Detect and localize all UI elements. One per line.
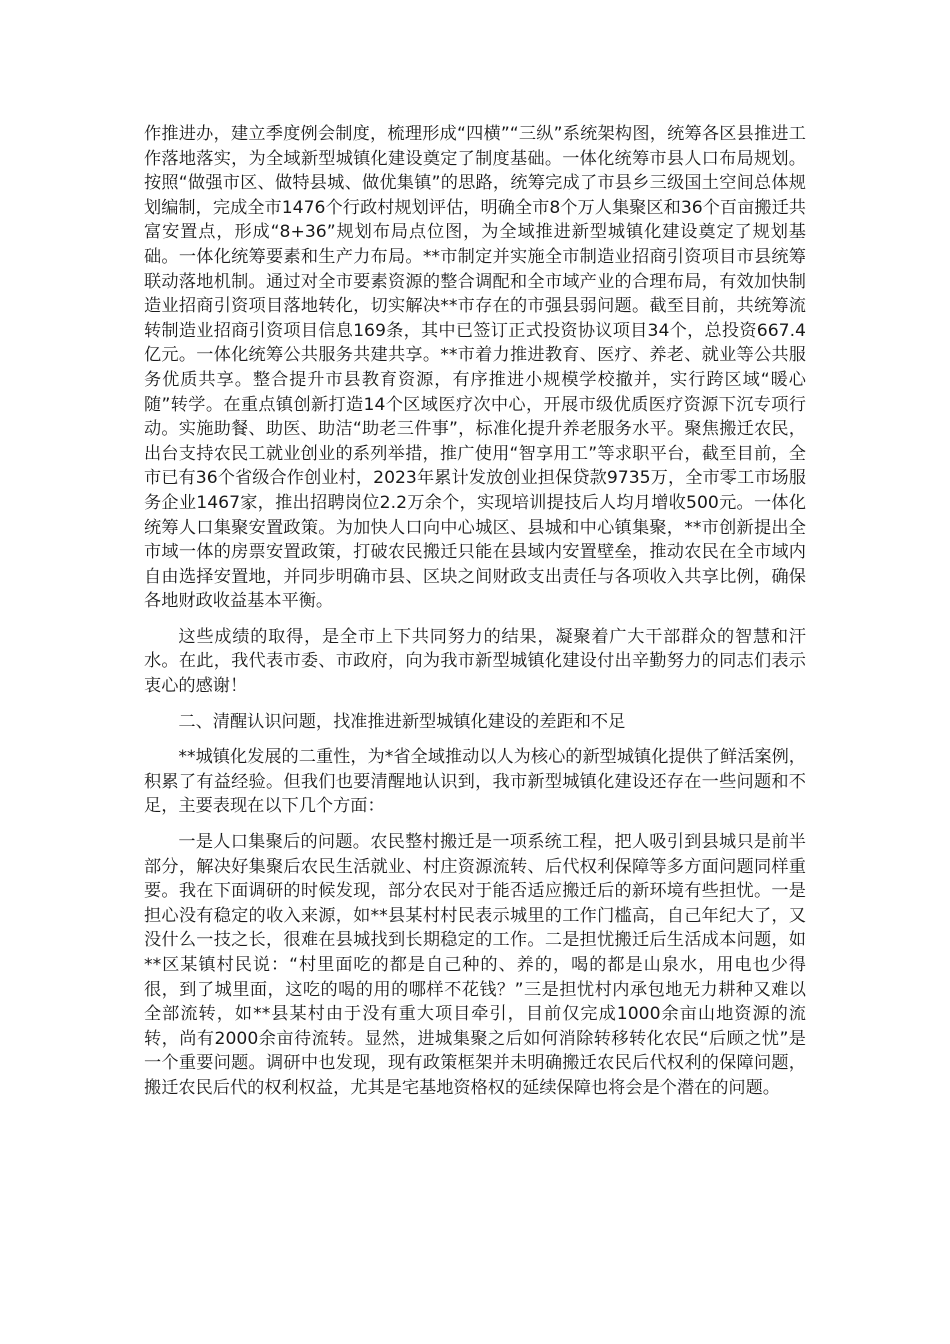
paragraph-2: 这些成绩的取得，是全市上下共同努力的结果，凝聚着广大干部群众的智慧和汗水。在此，我代表市委、市政府，向为我市新型城镇化建设付出辛勤努力的同志们表示衷心的感谢！: [144, 626, 806, 697]
paragraph-1: 作推进办，建立季度例会制度，梳理形成“四横”“三纵”系统架构图，统筹各区县推进工作落地落实，为全域新型城镇化建设奠定了制度基础。一体化统筹市县人口布局规划。按照“做强市区、做特县城、做优集镇”的思路，统筹完成了市县乡三级国土空间总体规划编制，完成全市1476个行政村规划评估，明确全市8个万人集聚区和36个百亩搬迁共富安置点，形成“8+36”规划布局点位图，为全域推进新型城镇化建设奠定了规划基础。一体化统筹要素和生产力布局。**市制定并实施全市制造业招商引资项目市县统筹联动落地机制。通过对全市要素资源的整合调配和全市域产业的合理布局，有效加快制造业招商引资项目落地转化，切实解决**市存在的市强县弱问题。截至目前，共统筹流转制造业招商引资项目信息169条，其中已签订正式投资协议项目34个，总投资667.4亿元。一体化统筹公共服务共建共享。**市着力推进教育、医疗、养老、就业等公共服务优质共享。整合提升市县教育资源，有序推进小规模学校撤并，实行跨区域“暖心随”转学。在重点镇创新打造14个区域医疗次中心，开展市级优质医疗资源下沉专项行动。实施助餐、助医、助洁“助老三件事”，标准化提升养老服务水平。聚焦搬迁农民，出台支持农民工就业创业的系列举措，推广使用“智享用工”等求职平台，截至目前，全市已有36个省级合作创业村，2023年累计发放创业担保贷款9735万，全市零工市场服务企业1467家，推出招聘岗位2.2万余个，实现培训提技后人均月增收500元。一体化统筹人口集聚安置政策。为加快人口向中心城区、县城和中心镇集聚，**市创新提出全市域一体的房票安置政策，打破农民搬迁只能在县域内安置壁垒，推动农民在全市域内自由选择安置地，并同步明确市县、区块之间财政支出责任与各项收入共享比例，确保各地财政收益基本平衡。: [144, 124, 806, 612]
section-heading: 二、清醒认识问题，找准推进新型城镇化建设的差距和不足: [178, 711, 626, 732]
paragraph-4: **城镇化发展的二重性，为*省全域推动以人为核心的新型城镇化提供了鲜活案例，积累了有益经验。但我们也要清醒地认识到，我市新型城镇化建设还存在一些问题和不足，主要表现在以下几个方面：: [144, 747, 806, 817]
paragraph-5: 一是人口集聚后的问题。农民整村搬迁是一项系统工程，把人吸引到县城只是前半部分，解决好集聚后农民生活就业、村庄资源流转、后代权利保障等多方面问题同样重要。我在下面调研的时候发现，部分农民对于能否适应搬迁后的新环境有些担忧。一是担心没有稳定的收入来源，如**县某村村民表示城里的工作门槛高，自己年纪大了，又没什么一技之长，很难在县城找到长期稳定的工作。二是担忧搬迁后生活成本问题，如**区某镇村民说：“村里面吃的都是自己种的、养的，喝的都是山泉水，用电也少得很，到了城里面，这吃的喝的用的哪样不花钱？”三是担忧村内承包地无力耕种又难以全部流转，如**县某村由于没有重大项目牵引，目前仅完成1000余亩山地资源的流转，尚有2000余亩待流转。显然，进城集聚之后如何消除转移转化农民“后顾之忧”是一个重要问题。调研中也发现，现有政策框架并未明确搬迁农民后代权利的保障问题，搬迁农民后代的权利权益，尤其是宅基地资格权的延续保障也将会是个潜在的问题。: [144, 832, 806, 1098]
document-page: [144, 122, 806, 1112]
